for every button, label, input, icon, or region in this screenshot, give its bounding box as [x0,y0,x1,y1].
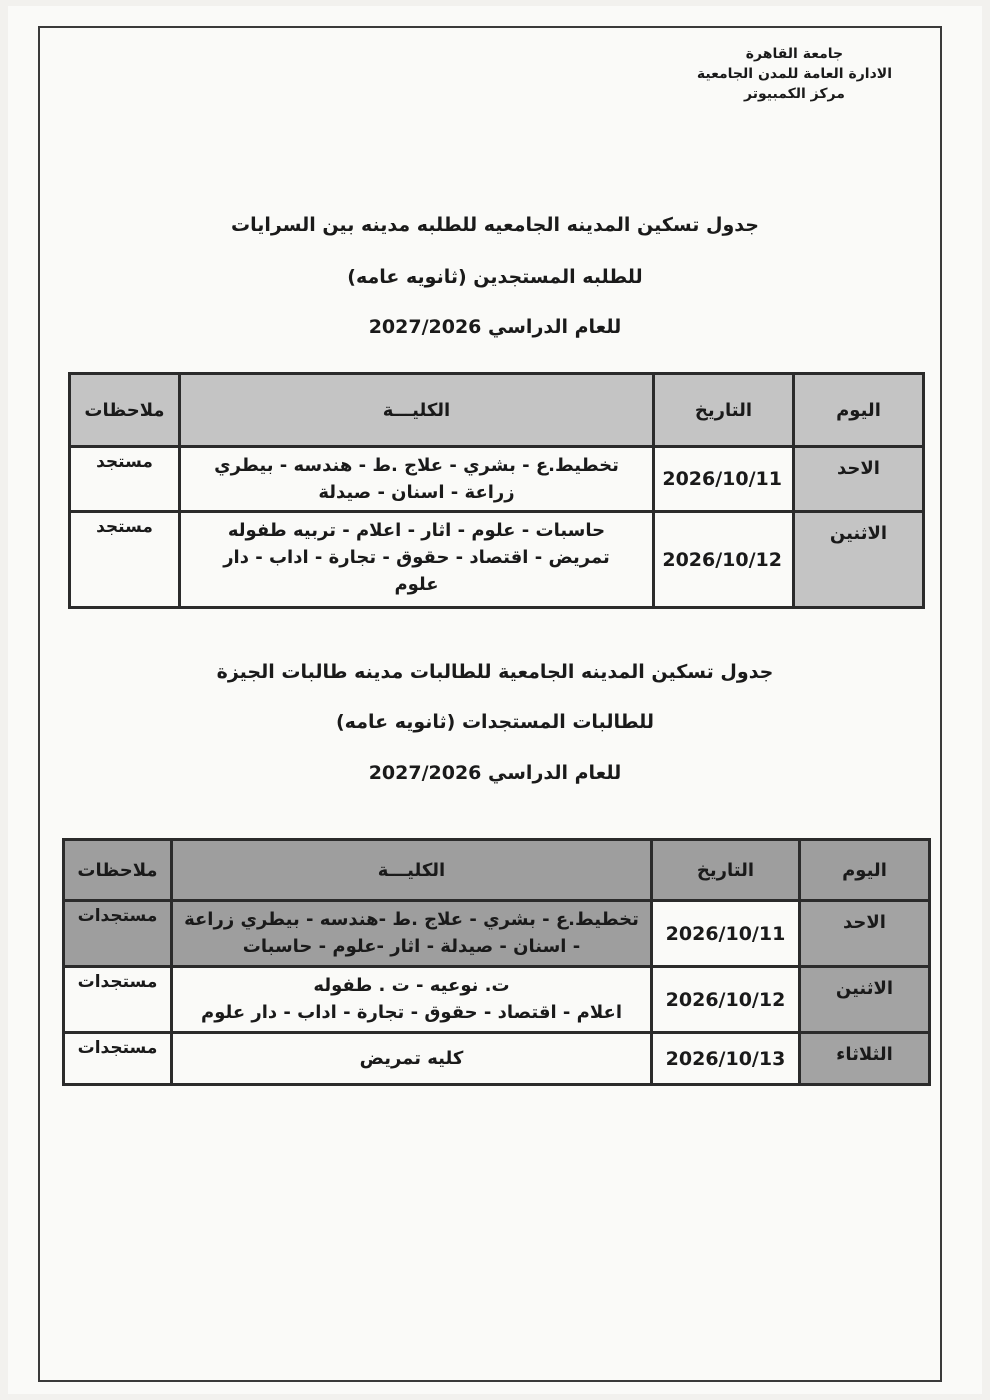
faculty-line: تخطيط.ع - بشري - علاج .ط -هندسه - بيطري زراعة [184,909,639,930]
section1-subtitle: للطلبه المستجدين (ثانويه عامه) [347,266,643,288]
table-row [64,1033,930,1085]
row-faculties [180,447,654,512]
row-date: 2026/10/12 [654,512,794,608]
table-header-row [70,374,924,447]
faculty-line: علوم [394,574,439,595]
row-day: الاثنين [794,512,924,608]
faculty-line: - اسنان - صيدلة - اثار -علوم - حاسبات [242,936,581,957]
section2-table [62,838,931,1086]
row-date: 2026/10/11 [652,901,800,967]
row-faculties [172,1033,652,1085]
faculty-line: زراعة - اسنان - صيدلة [318,482,515,503]
section1-year: للعام الدراسي 2027/2026 [368,316,622,338]
row-note: مستجد [70,447,180,512]
header-faculty: الكليـــة [172,840,652,901]
row-note: مستجدات [64,1033,172,1085]
row-day: الاحد [794,447,924,512]
section2-subtitle: للطالبات المستجدات (ثانويه عامه) [336,711,654,733]
row-date: 2026/10/11 [654,447,794,512]
faculty-line: تمريض - اقتصاد - حقوق - تجارة - اداب - دار [223,547,610,568]
row-note: مستجدات [64,967,172,1033]
header-notes: ملاحظات [70,374,180,447]
row-day: الثلاثاء [800,1033,930,1085]
header-day: اليوم [800,840,930,901]
row-faculties [172,901,652,967]
org-administration: الادارة العامة للمدن الجامعية [696,66,892,82]
row-day: الاثنين [800,967,930,1033]
table-header-row [64,840,930,901]
org-university: جامعة القاهرة [745,46,844,62]
faculty-line: ت. نوعيه - ت . طفوله [313,975,510,996]
faculty-line: حاسبات - علوم - اثار - اعلام - تربيه طفوله [227,520,606,541]
table-row [70,512,924,608]
table-row [70,447,924,512]
org-center: مركز الكمبيوتر [744,86,845,102]
row-note: مستجد [70,512,180,608]
table-row [64,901,930,967]
faculty-line: اعلام - اقتصاد - حقوق - تجارة - اداب - دار علوم [201,1002,622,1023]
section1-table [68,372,925,609]
row-day: الاحد [800,901,930,967]
header-date: التاريخ [654,374,794,447]
section2-title: جدول تسكين المدينه الجامعية للطالبات مدينه طالبات الجيزة [216,661,774,683]
row-faculties [172,967,652,1033]
faculty-line: تخطيط.ع - بشري - علاج .ط - هندسه - بيطري [214,455,619,476]
document-page [8,6,982,1394]
table-row [64,967,930,1033]
header-faculty: الكليـــة [180,374,654,447]
faculty-line: كليه تمريض [359,1048,464,1069]
organization-header [697,44,892,104]
section1-title: جدول تسكين المدينه الجامعيه للطلبه مدينه بين السرايات [231,214,759,236]
header-date: التاريخ [652,840,800,901]
header-notes: ملاحظات [64,840,172,901]
header-day: اليوم [794,374,924,447]
row-date: 2026/10/12 [652,967,800,1033]
row-faculties [180,512,654,608]
row-date: 2026/10/13 [652,1033,800,1085]
section2-year: للعام الدراسي 2027/2026 [368,762,622,784]
row-note: مستجدات [64,901,172,967]
